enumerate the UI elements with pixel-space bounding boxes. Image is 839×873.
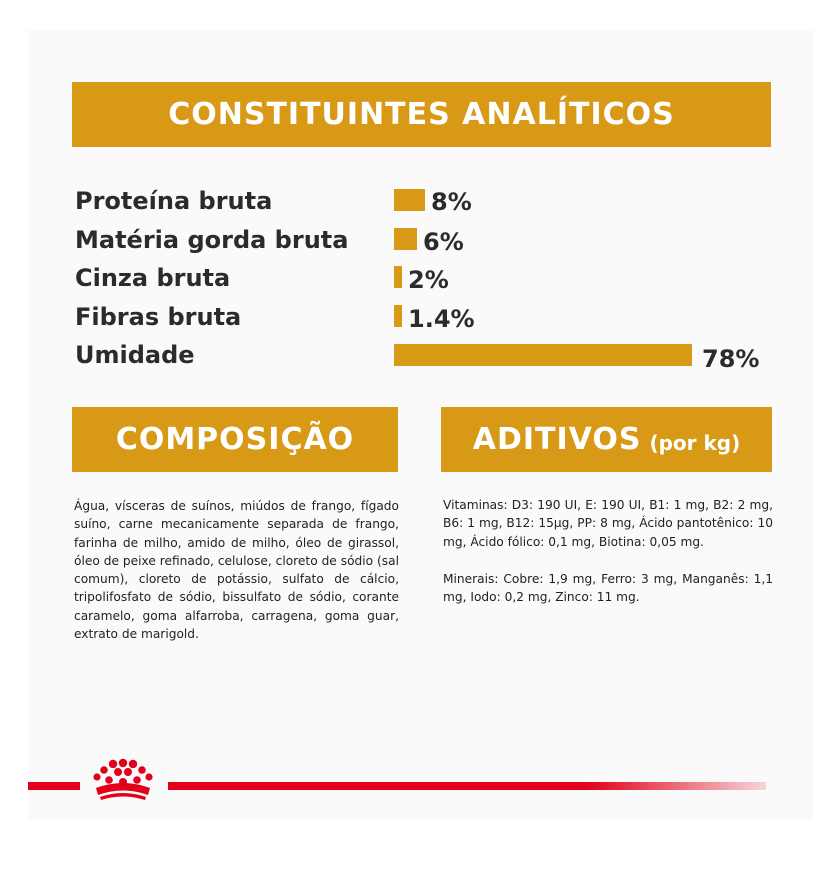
analytics-value: 8% — [431, 188, 472, 216]
analytics-title: CONSTITUINTES ANALÍTICOS — [168, 97, 675, 132]
analytics-value: 1.4% — [408, 305, 475, 333]
analytics-label: Matéria gorda bruta — [75, 226, 349, 254]
analytics-banner — [72, 82, 771, 147]
royal-canin-crown-icon — [82, 758, 164, 804]
analytics-label: Proteína bruta — [75, 187, 273, 215]
analytics-label: Cinza bruta — [75, 264, 231, 292]
analytics-value: 6% — [423, 228, 464, 256]
additives-banner — [441, 407, 772, 472]
additives-title: ADITIVOS — [472, 422, 642, 457]
brand-line-left — [28, 782, 80, 790]
analytics-bar — [394, 305, 402, 327]
analytics-value: 2% — [408, 266, 449, 294]
analytics-bar — [394, 344, 692, 366]
vitamins-text: Vitaminas: D3: 190 UI, E: 190 UI, B1: 1 mg, B2: 2 mg, B6: 1 mg, B12: 15µg, PP: 8 mg, Ácido pantotênico: 10 mg, Ácido fólico: 0,1 mg, Biotina: 0,05 mg. — [443, 498, 773, 549]
composition-title: COMPOSIÇÃO — [115, 422, 355, 457]
analytics-label: Fibras bruta — [75, 303, 242, 331]
brand-line-right — [168, 782, 766, 790]
minerals-text: Minerais: Cobre: 1,9 mg, Ferro: 3 mg, Manganês: 1,1 mg, Iodo: 0,2 mg, Zinco: 11 mg. — [443, 572, 773, 605]
additives-title-suffix: (por kg) — [649, 430, 741, 455]
analytics-bar — [394, 266, 402, 288]
composition-banner — [72, 407, 398, 472]
analytics-bar — [394, 228, 417, 250]
analytics-bar — [394, 189, 425, 211]
analytics-value: 78% — [702, 345, 760, 373]
analytics-label: Umidade — [75, 341, 195, 369]
composition-text: Água, vísceras de suínos, miúdos de frango, fígado suíno, carne mecanicamente separada de frango, farinha de milho, amido de milho, óleo de girassol, óleo de peixe refinado, celulose, cloreto de sódio (sal comum), cloreto de potássio, sulfato de cálcio, tripolifosfato de sódio, bissulfato de sódio, corante caramelo, goma alfarroba, carragena, goma guar, extrato de marigold. — [74, 499, 399, 642]
